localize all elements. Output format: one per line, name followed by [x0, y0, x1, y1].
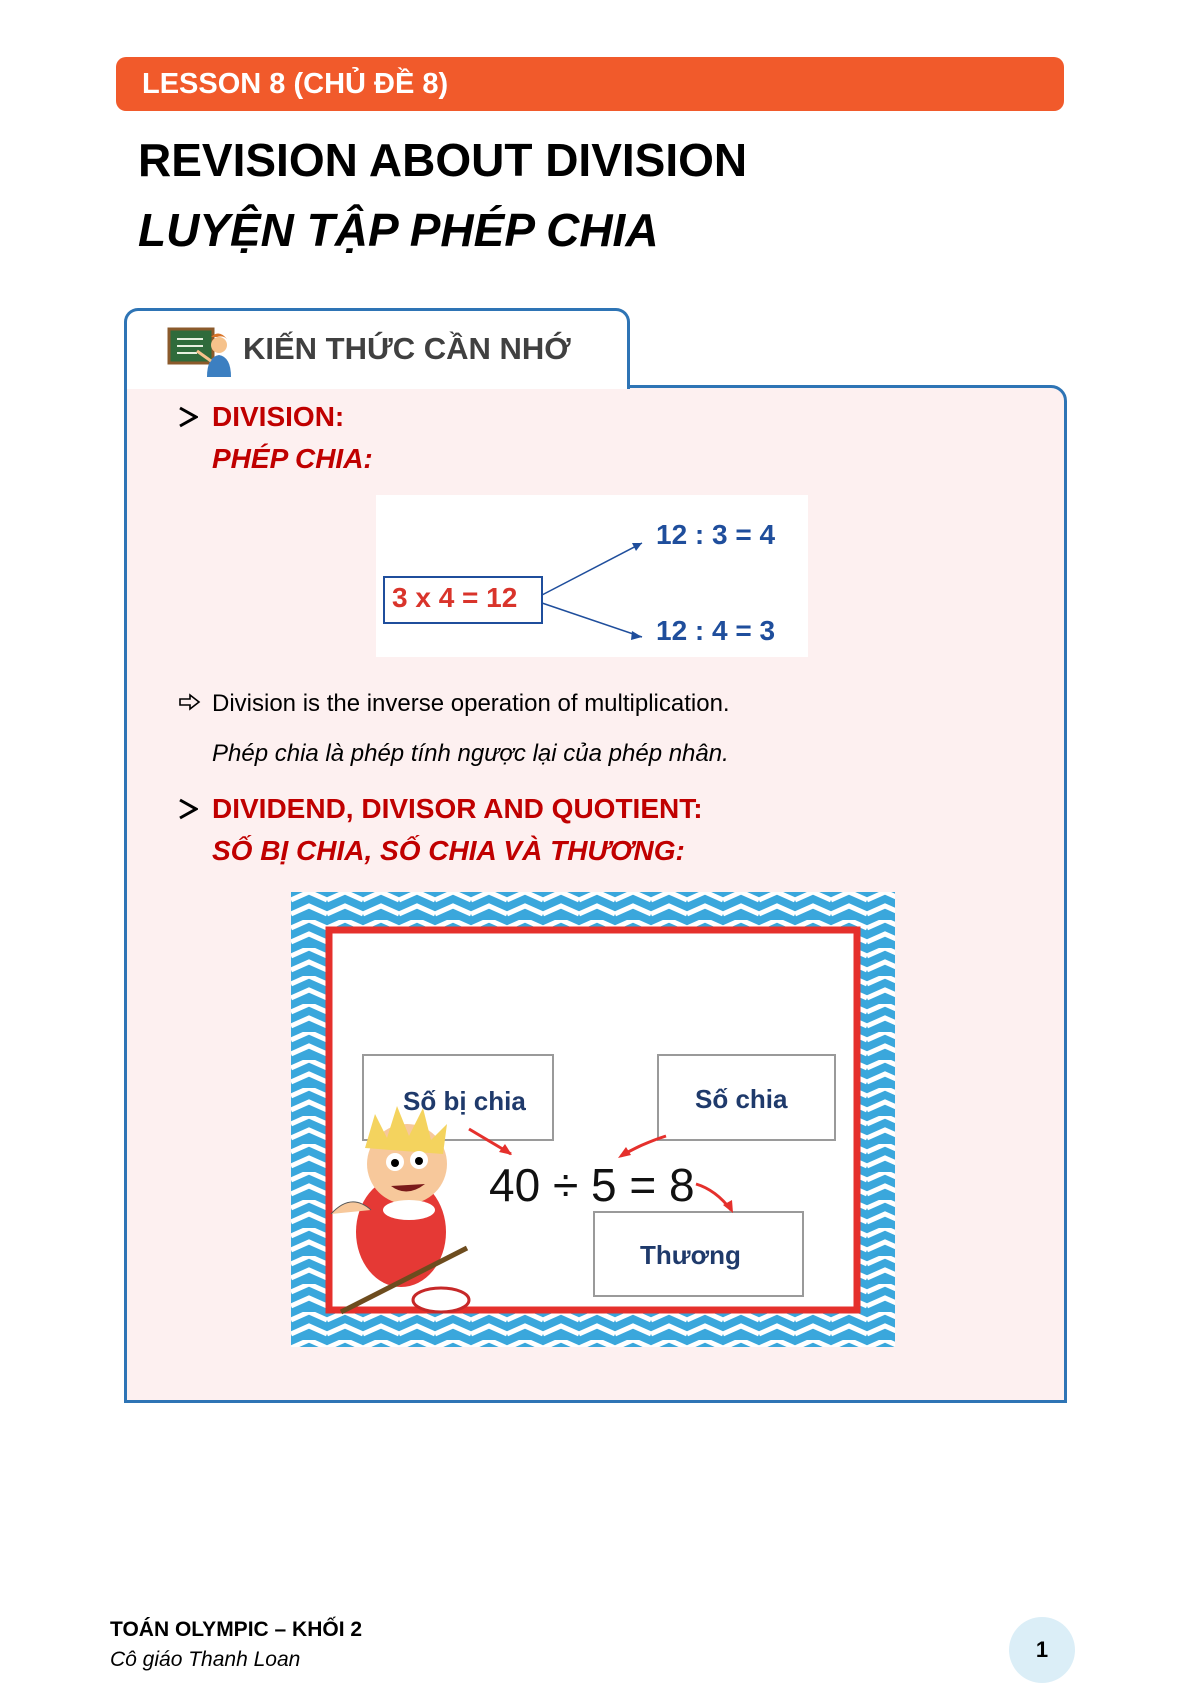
- lesson-label: LESSON 8 (CHỦ ĐỀ 8): [142, 68, 449, 100]
- footer-course: TOÁN OLYMPIC – KHỐI 2: [110, 1618, 363, 1641]
- division-result-1: 12 : 3 = 4: [656, 519, 776, 550]
- division-equation: 40 ÷ 5 = 8: [489, 1159, 695, 1211]
- dividend-label: Số bị chia: [403, 1086, 526, 1116]
- lesson-bar: [116, 57, 1064, 111]
- footer-teacher: Cô giáo Thanh Loan: [110, 1648, 301, 1671]
- divisor-label: Số chia: [695, 1084, 788, 1114]
- multiplication-equation: 3 x 4 = 12: [392, 582, 518, 613]
- title-english: REVISION ABOUT DIVISION: [138, 134, 748, 186]
- division-heading-en: DIVISION:: [212, 401, 345, 432]
- note-vietnamese: Phép chia là phép tính ngược lại của phép nhân.: [212, 740, 729, 767]
- quotient-label: Thương: [640, 1240, 741, 1270]
- division-heading-vi: PHÉP CHIA:: [212, 443, 373, 474]
- arrowhead-bullet-icon: [178, 406, 198, 428]
- teacher-blackboard-icon: [167, 325, 231, 377]
- dividend-divisor-quotient-diagram: [291, 892, 895, 1347]
- page-number: 1: [1009, 1617, 1075, 1683]
- note-english: Division is the inverse operation of multiplication.: [212, 690, 730, 717]
- knowledge-tab: [124, 308, 630, 389]
- arrowhead-bullet-icon: [178, 798, 198, 820]
- parts-heading-vi: SỐ BỊ CHIA, SỐ CHIA VÀ THƯƠNG:: [212, 835, 685, 866]
- right-arrow-bullet-icon: [178, 693, 202, 711]
- division-result-2: 12 : 4 = 3: [656, 615, 776, 646]
- parts-heading-en: DIVIDEND, DIVISOR AND QUOTIENT:: [212, 793, 703, 824]
- division-diagram: [376, 495, 808, 657]
- tab-label: KIẾN THỨC CẦN NHỚ: [243, 331, 571, 366]
- title-vietnamese: LUYỆN TẬP PHÉP CHIA: [138, 204, 659, 256]
